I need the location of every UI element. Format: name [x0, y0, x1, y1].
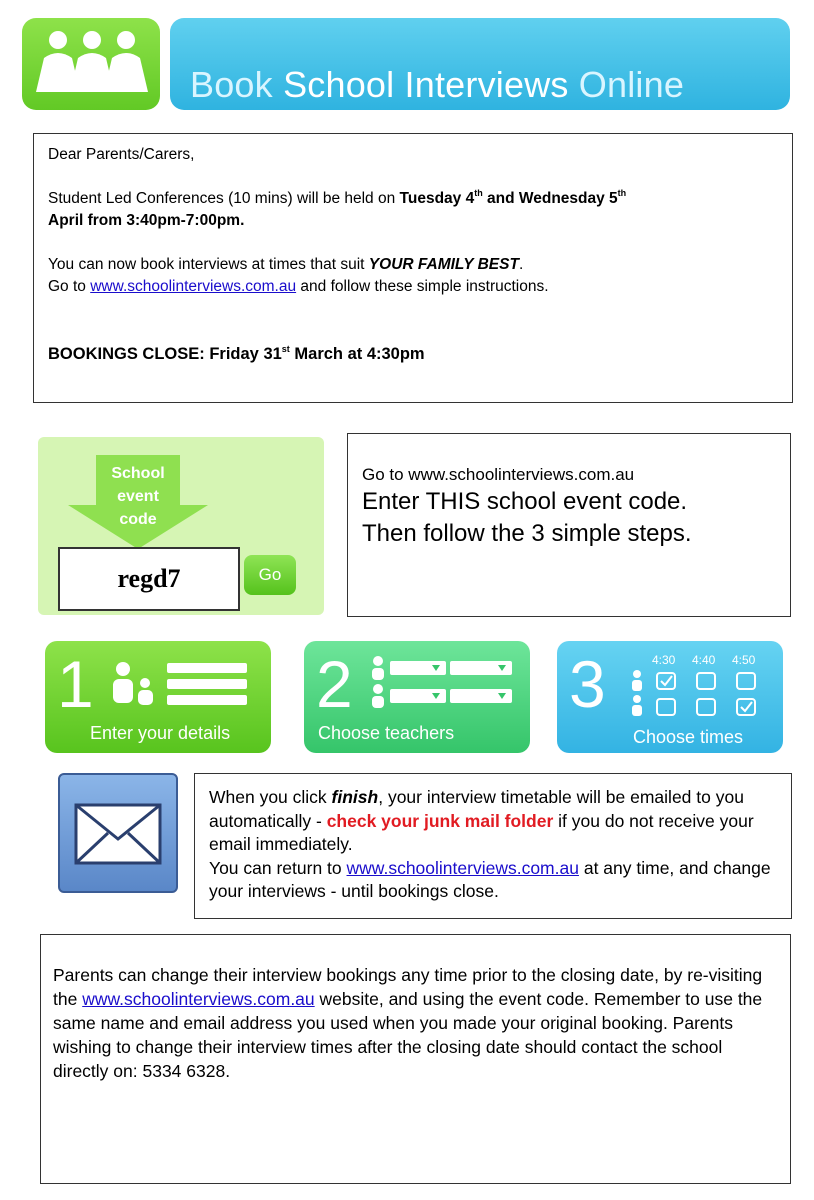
event-code-label-line2: event: [117, 488, 159, 505]
instruction-line-3: Then follow the 3 simple steps.: [362, 520, 692, 547]
person-form-icon: [111, 659, 261, 715]
header-banner: [170, 18, 790, 110]
title-word-school-interviews: School Interviews: [283, 64, 569, 105]
finish-emphasis: finish: [331, 787, 379, 807]
title-word-book: Book: [190, 64, 273, 105]
date-times: April from 3:40pm-7:00pm.: [48, 212, 245, 229]
step-2-label: Choose teachers: [318, 723, 455, 743]
website-link-email[interactable]: www.schoolinterviews.com.au: [346, 857, 579, 878]
time-checkbox-grid-icon: [629, 669, 769, 721]
website-link[interactable]: www.schoolinterviews.com.au: [90, 278, 297, 295]
email-text-2: , your interview timetable will be emailed to you automatically -: [209, 787, 744, 831]
dates-intro: Student Led Conferences (10 mins) will be held on: [48, 190, 400, 207]
go-button[interactable]: Go: [244, 555, 296, 595]
go-to-text: Go to: [48, 278, 91, 295]
booking-intro-text: You can now book interviews at times that suit: [48, 256, 369, 273]
instruction-line-1: Go to www.schoolinterviews.com.au: [362, 465, 635, 484]
envelope-icon: [58, 773, 178, 893]
step-2-card[interactable]: [304, 641, 530, 753]
time-450: 4:50: [732, 653, 756, 667]
step-2-number: 2: [316, 647, 353, 721]
greeting: Dear Parents/Carers,: [48, 146, 195, 163]
email-text-1: When you click: [209, 787, 332, 807]
booking-intro: [48, 254, 778, 298]
time-440: 4:40: [692, 653, 716, 667]
bookings-close: [48, 343, 778, 365]
step-3-card[interactable]: [557, 641, 783, 753]
sup-th-2: th: [617, 188, 627, 198]
change-bookings-box: [40, 934, 791, 1184]
booking-intro-period: .: [518, 256, 524, 273]
step-3-number: 3: [569, 647, 606, 721]
letter-box: [33, 133, 793, 403]
family-best-emphasis: YOUR FAMILY BEST: [368, 256, 519, 273]
sup-th: th: [474, 188, 483, 198]
email-text-4: You can return to: [209, 857, 347, 878]
event-code-panel: [38, 437, 324, 615]
step-1-number: 1: [57, 647, 94, 721]
event-code-label: [78, 462, 198, 531]
step-1-label: Enter your details: [90, 723, 231, 743]
step-3-label: Choose times: [633, 727, 744, 747]
step-1-card[interactable]: [45, 641, 271, 753]
event-code-field[interactable]: regd7: [58, 547, 240, 611]
event-code-label-line1: School: [111, 465, 165, 482]
event-code-label-line3: code: [119, 511, 157, 528]
follow-instructions-text: and follow these simple instructions.: [296, 278, 549, 295]
instructions-box: [347, 433, 791, 617]
email-info-box: [194, 773, 792, 919]
change-text-1: Parents can change their interview bookings any time prior to the closing date, by re-visiting the: [53, 965, 763, 1009]
bookings-close-date: BOOKINGS CLOSE: Friday 31: [48, 345, 282, 363]
people-icon: [22, 18, 160, 110]
teacher-dropdowns-icon: [370, 655, 520, 715]
title-word-online: Online: [578, 64, 685, 105]
date-tuesday: Tuesday 4: [399, 190, 475, 207]
logo: [22, 18, 160, 110]
conference-dates: [48, 188, 778, 232]
email-text-5: at any time, and change your interviews - until bookings close.: [209, 857, 771, 901]
email-text-3: if you do not receive your email immediately.: [209, 810, 754, 854]
sup-st: st: [281, 344, 290, 354]
junk-mail-warning: check your junk mail folder: [326, 810, 554, 831]
instruction-line-2: Enter THIS school event code.: [362, 488, 688, 515]
website-link-change[interactable]: www.schoolinterviews.com.au: [82, 989, 315, 1009]
time-430: 4:30: [652, 653, 676, 667]
change-text-2: website, and using the event code. Remember to use the same name and email address you used when you made your original booking. Parents wishing to change their interview times after the closing date should contact the school directly on: 5334 6328.: [53, 989, 763, 1081]
date-wednesday: and Wednesday 5: [482, 190, 618, 207]
bookings-close-time: March at 4:30pm: [289, 345, 425, 363]
page-title: [190, 64, 684, 106]
